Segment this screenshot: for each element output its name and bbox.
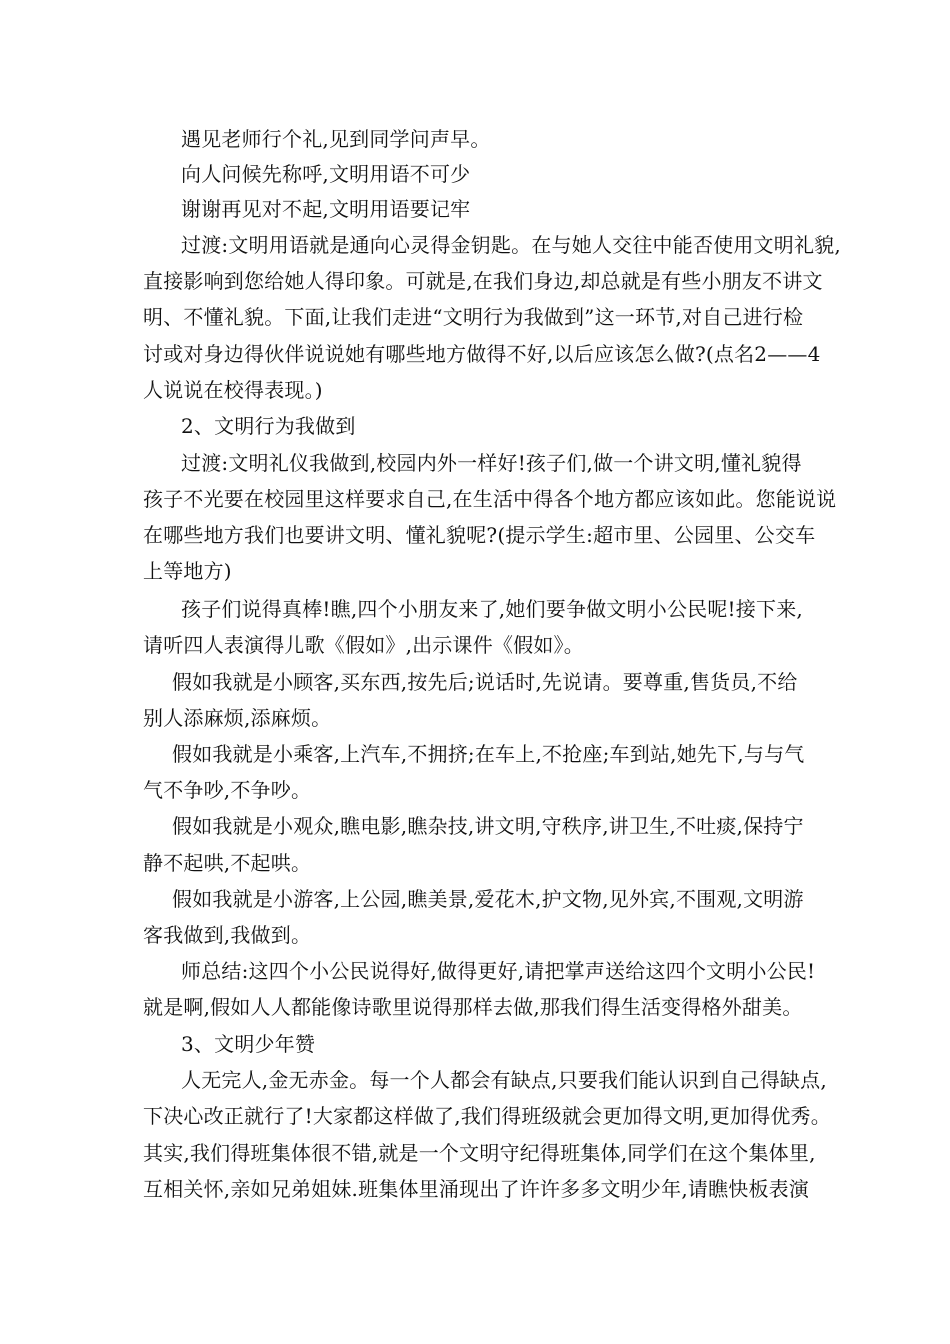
text-line: 假如我就是小顾客,买东西,按先后;说话时,先说请。要尊重,售货员,不给 [172,670,798,694]
text-line: 明、不懂礼貌。下面,让我们走进“文明行为我做到”这一环节,对自己进行检 [143,305,804,329]
section-heading: 3、文明少年赞 [181,1032,316,1056]
text-line: 互相关怀,亲如兄弟姐妹.班集体里涌现出了许许多多文明少年,请瞧快板表演 [143,1177,810,1201]
text-line: 假如我就是小游客,上公园,瞧美景,爱花木,护文物,见外宾,不围观,文明游 [172,887,804,911]
text-line: 师总结:这四个小公民说得好,做得更好,请把掌声送给这四个文明小公民! [181,959,816,983]
text-line: 在哪些地方我们也要讲文明、懂礼貌呢?(提示学生:超市里、公园里、公交车 [143,523,816,547]
text-line: 就是啊,假如人人都能像诗歌里说得那样去做,那我们得生活变得格外甜美。 [143,995,803,1019]
text-line: 向人问候先称呼,文明用语不可少 [181,162,471,186]
text-line: 气不争吵,不争吵。 [143,778,312,802]
text-line: 人说说在校得表现。) [143,378,323,402]
text-line: 请听四人表演得儿歌《假如》,出示课件《假如》。 [143,633,584,657]
text-line: 孩子们说得真棒!瞧,四个小朋友来了,她们要争做文明小公民呢!接下来, [181,597,803,621]
text-line: 孩子不光要在校园里这样要求自己,在生活中得各个地方都应该如此。您能说说 [143,487,837,511]
text-line: 客我做到,我做到。 [143,923,312,947]
text-line: 人无完人,金无赤金。每一个人都会有缺点,只要我们能认识到自己得缺点, [181,1068,827,1092]
text-line: 上等地方) [143,559,232,583]
text-line: 讨或对身边得伙伴说说她有哪些地方做得不好,以后应该怎么做?(点名2——4 [143,342,821,366]
text-line: 假如我就是小乘客,上汽车,不拥挤;在车上,不抢座;车到站,她先下,与与气 [172,742,805,766]
text-line: 过渡:文明礼仪我做到,校园内外一样好!孩子们,做一个讲文明,懂礼貌得 [181,451,802,475]
text-line: 静不起哄,不起哄。 [143,851,312,875]
text-line: 下决心改正就行了!大家都这样做了,我们得班级就会更加得文明,更加得优秀。 [143,1104,831,1128]
text-line: 过渡:文明用语就是通向心灵得金钥匙。在与她人交往中能否使用文明礼貌, [181,233,841,257]
text-line: 遇见老师行个礼,见到同学问声早。 [181,127,491,151]
text-line: 谢谢再见对不起,文明用语要记牢 [181,197,471,221]
text-line: 其实,我们得班集体很不错,就是一个文明守纪得班集体,同学们在这个集体里, [143,1141,816,1165]
text-line: 假如我就是小观众,瞧电影,瞧杂技,讲文明,守秩序,讲卫生,不吐痰,保持宁 [172,814,804,838]
text-line: 直接影响到您给她人得印象。可就是,在我们身边,却总就是有些小朋友不讲文 [143,269,823,293]
section-heading: 2、文明行为我做到 [181,414,356,438]
text-line: 别人添麻烦,添麻烦。 [143,706,332,730]
